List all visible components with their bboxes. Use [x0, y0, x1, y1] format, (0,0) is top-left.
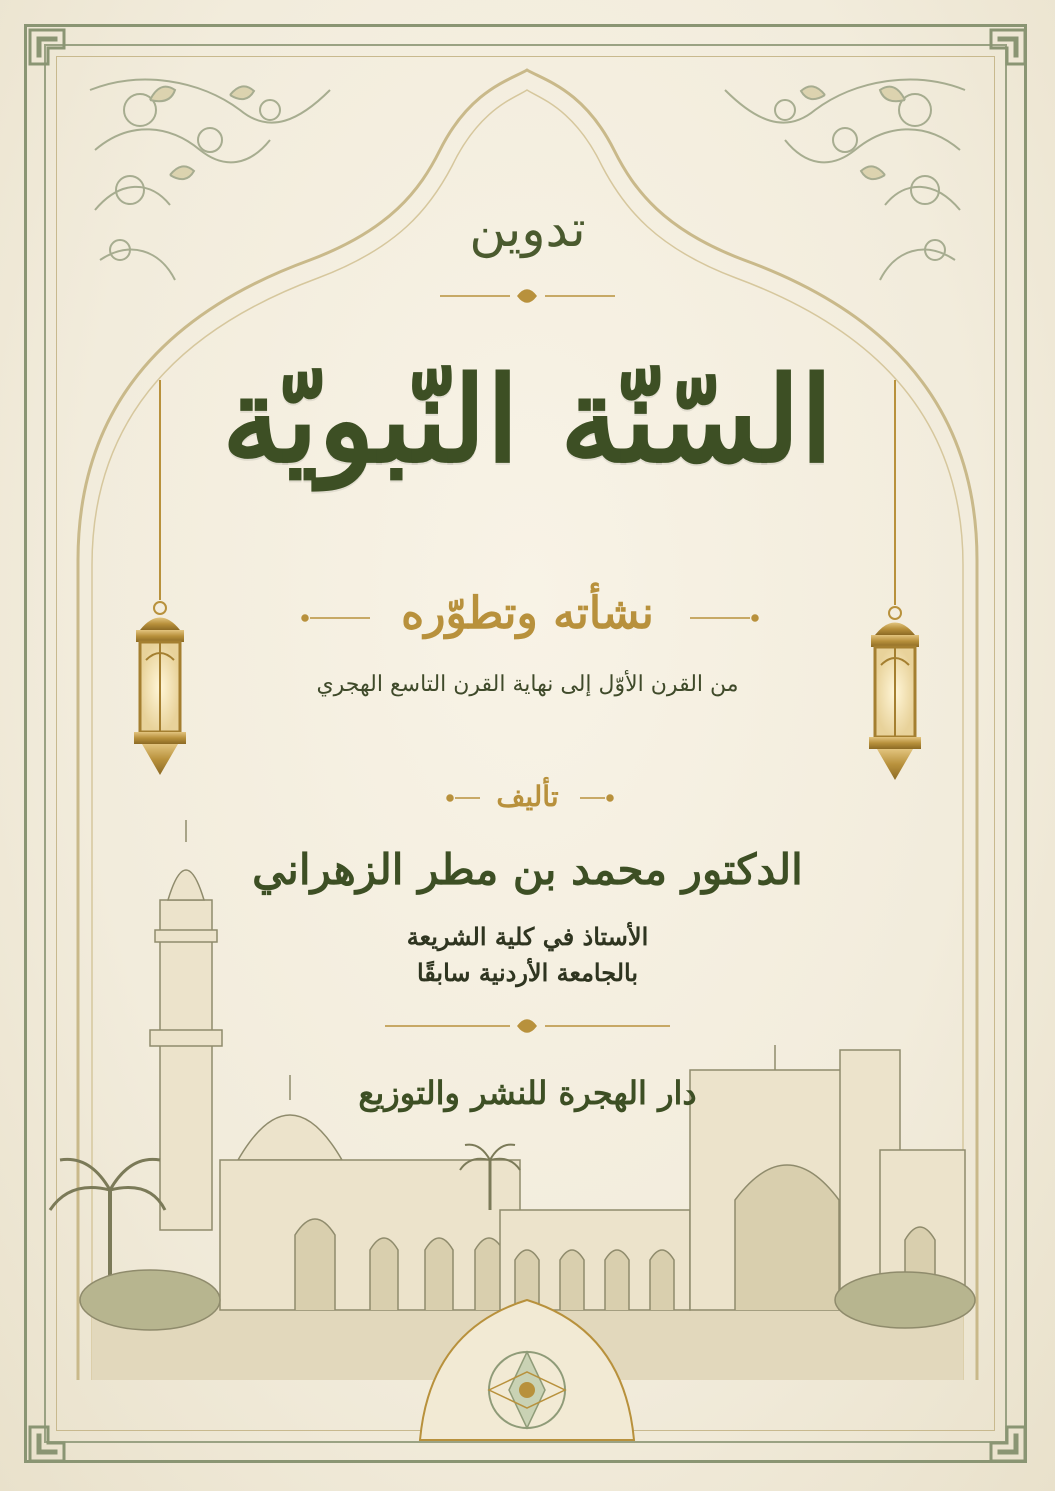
subtitle: نشأته وتطوّره — [401, 588, 654, 639]
author-description-line1: الأستاذ في كلية الشريعة — [406, 922, 649, 951]
period-range: من القرن الأوّل إلى نهاية القرن التاسع الهجري — [316, 672, 739, 697]
divider-publisher — [385, 1020, 670, 1032]
title-line1: تدوين — [469, 200, 586, 258]
main-title: السّنّة النّبويّة — [222, 350, 833, 489]
publisher-name: دار الهجرة للنشر والتوزيع — [358, 1074, 697, 1112]
author-name: الدكتور محمد بن مطر الزهراني — [252, 845, 803, 894]
author-description-line2: بالجامعة الأردنية سابقًا — [416, 958, 639, 987]
divider-top — [440, 290, 615, 302]
author-label: تأليف — [496, 780, 559, 813]
